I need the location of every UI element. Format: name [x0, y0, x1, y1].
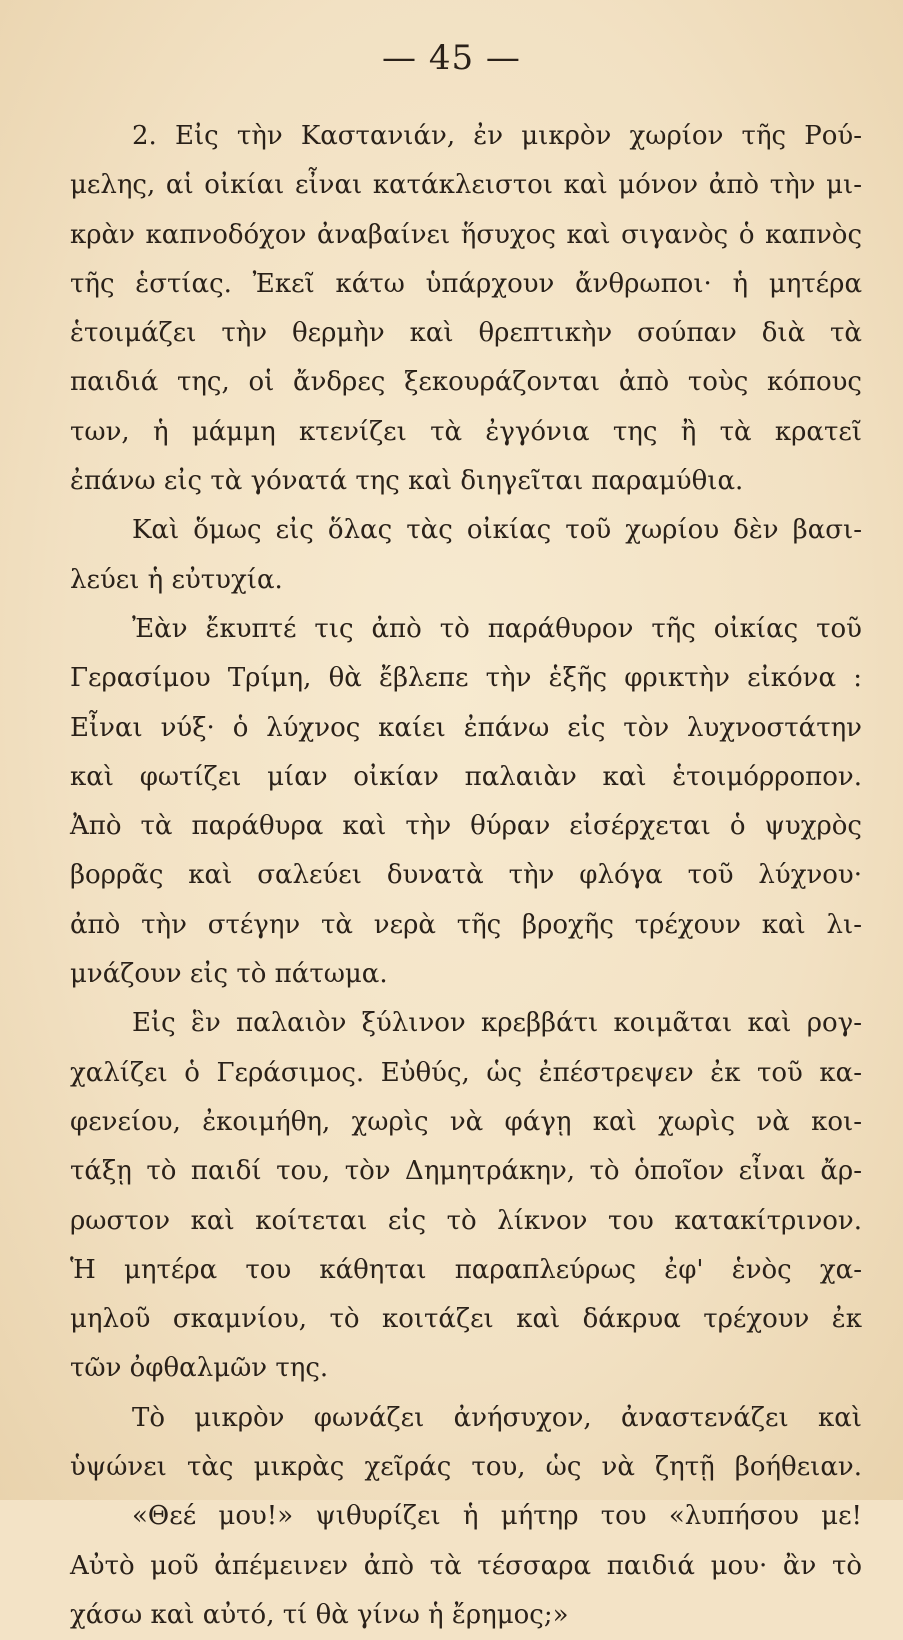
text-line: μελης, αἱ οἰκίαι εἶναι κατάκλειστοι καὶ μόνον ἀπὸ τὴν μι-	[70, 170, 862, 201]
text-line: τάξῃ τὸ παιδί του, τὸν Δημητράκην, τὸ ὁποῖον εἶναι ἄρ-	[70, 1156, 862, 1187]
text-line: Τὸ μικρὸν φωνάζει ἀνήσυχον, ἀναστενάζει καὶ	[132, 1402, 862, 1433]
page-number: — 45 —	[382, 38, 521, 78]
text-line: ἀπὸ τὴν στέγην τὰ νερὰ τῆς βροχῆς τρέχουν καὶ λι-	[70, 909, 862, 940]
text-line: λεύει ἡ εὐτυχία.	[70, 564, 283, 595]
text-line: χάσω καὶ αὐτό, τί θὰ γίνω ἡ ἔρημος;»	[70, 1599, 569, 1630]
text-line: «Θεέ μου!» ψιθυρίζει ἡ μήτηρ του «λυπήσου με!	[132, 1501, 862, 1532]
text-line: μνάζουν εἰς τὸ πάτωμα.	[70, 959, 388, 990]
text-line: χαλίζει ὁ Γεράσιμος. Εὐθύς, ὡς ἐπέστρεψεν ἐκ τοῦ κα-	[70, 1057, 862, 1088]
text-line: των, ἡ μάμμη κτενίζει τὰ ἐγγόνια της ἢ τὰ κρατεῖ	[70, 416, 862, 447]
text-line: ἑτοιμάζει τὴν θερμὴν καὶ θρεπτικὴν σούπαν διὰ τὰ	[70, 318, 862, 349]
text-line: ρωστον καὶ κοίτεται εἰς τὸ λίκνον του κατακίτρινον.	[70, 1205, 862, 1236]
text-line: Ἀπὸ τὰ παράθυρα καὶ τὴν θύραν εἰσέρχεται ὁ ψυχρὸς	[70, 811, 862, 842]
text-line: Εἰς ἓν παλαιὸν ξύλινον κρεββάτι κοιμᾶται καὶ ρογ-	[132, 1008, 862, 1039]
text-line: ὑψώνει τὰς μικρὰς χεῖράς του, ὡς νὰ ζητῇ βοήθειαν.	[70, 1452, 862, 1483]
text-line: Ἐὰν ἔκυπτέ τις ἀπὸ τὸ παράθυρον τῆς οἰκίας τοῦ	[132, 613, 862, 644]
text-line: βορρᾶς καὶ σαλεύει δυνατὰ τὴν φλόγα τοῦ λύχνου·	[70, 860, 862, 891]
text-line: καὶ φωτίζει μίαν οἰκίαν παλαιὰν καὶ ἑτοιμόρροπον.	[70, 761, 862, 792]
text-line: τῶν ὀφθαλμῶν της.	[70, 1353, 329, 1384]
text-line: τῆς ἑστίας. Ἐκεῖ κάτω ὑπάρχουν ἄνθρωποι· ἡ μητέρα	[70, 268, 862, 299]
text-line: φενείου, ἐκοιμήθη, χωρὶς νὰ φάγῃ καὶ χωρὶς νὰ κοι-	[70, 1106, 862, 1137]
body-text	[70, 112, 862, 1640]
text-line: Γερασίμου Τρίμη, θὰ ἔβλεπε τὴν ἑξῆς φρικτὴν εἰκόνα :	[70, 663, 862, 694]
text-line: μηλοῦ σκαμνίου, τὸ κοιτάζει καὶ δάκρυα τρέχουν ἐκ	[70, 1304, 862, 1335]
text-line: Καὶ ὅμως εἰς ὅλας τὰς οἰκίας τοῦ χωρίου δὲν βασι-	[132, 515, 862, 546]
text-line: παιδιά της, οἱ ἄνδρες ξεκουράζονται ἀπὸ τοὺς κόπους	[70, 367, 862, 398]
text-line: κρὰν καπνοδόχον ἀναβαίνει ἥσυχος καὶ σιγανὸς ὁ καπνὸς	[70, 219, 862, 250]
text-line: Ἡ μητέρα του κάθηται παραπλεύρως ἐφ' ἑνὸς χα-	[70, 1254, 862, 1285]
text-line: Εἶναι νύξ· ὁ λύχνος καίει ἐπάνω εἰς τὸν λυχνοστάτην	[70, 712, 862, 743]
text-line: 2. Εἰς τὴν Καστανιάν, ἐν μικρὸν χωρίον τῆς Ρού-	[132, 121, 862, 151]
text-line: ἐπάνω εἰς τὰ γόνατά της καὶ διηγεῖται παραμύθια.	[70, 466, 744, 497]
text-line: Αὐτὸ μοῦ ἀπέμεινεν ἀπὸ τὰ τέσσαρα παιδιά μου· ἂν τὸ	[70, 1550, 862, 1581]
